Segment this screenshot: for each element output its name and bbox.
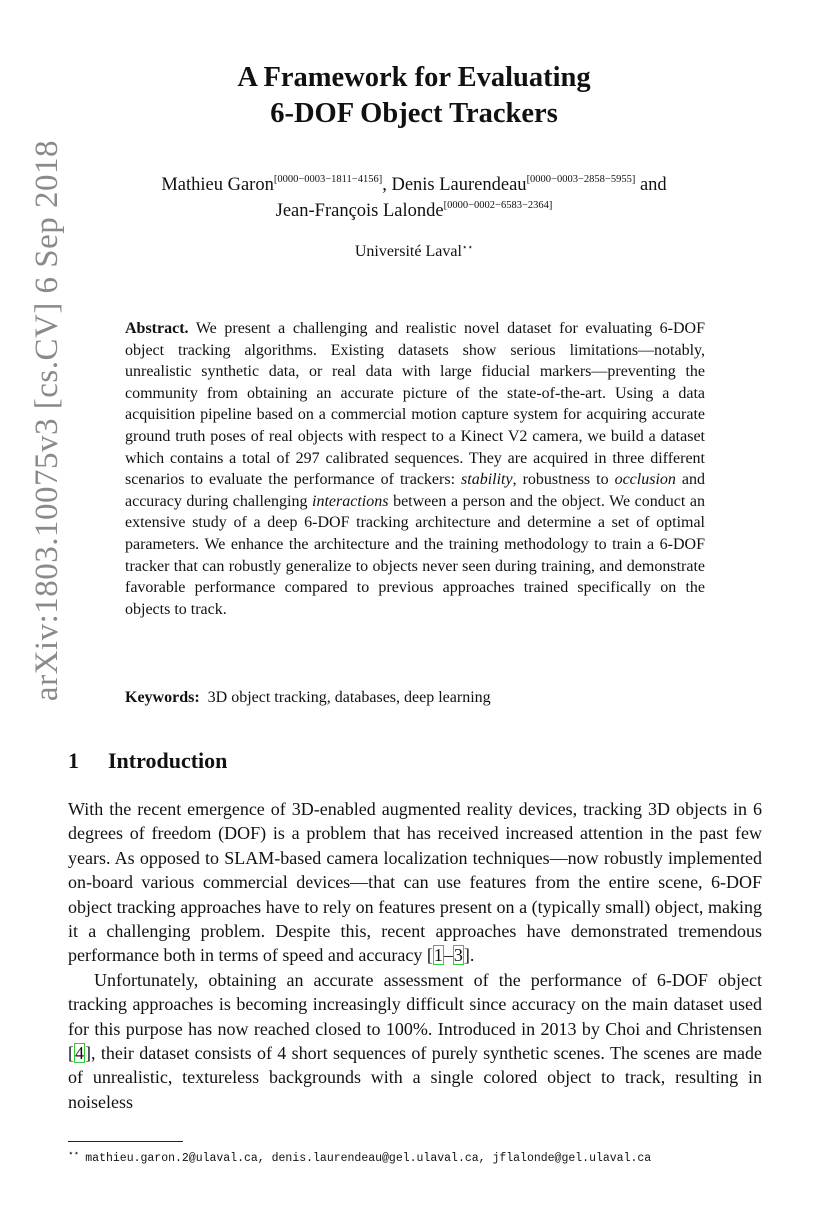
orcid-id: [0000−0003−1811−4156] xyxy=(273,174,383,185)
citation-dash: – xyxy=(443,945,453,966)
abstract-emphasis: occlusion xyxy=(614,471,676,489)
abstract-text: and accuracy during challenging xyxy=(125,471,706,510)
footnote-mark: ⋆⋆ xyxy=(461,242,474,252)
citation-link[interactable]: 1 xyxy=(433,945,443,966)
keywords xyxy=(125,689,705,707)
section-title: Introduction xyxy=(108,748,228,773)
footnote xyxy=(68,1148,652,1165)
title-line-2: 6-DOF Object Trackers xyxy=(270,98,558,129)
affiliation xyxy=(0,243,828,261)
section-number: 1 xyxy=(68,748,79,773)
citation-link[interactable]: 4 xyxy=(75,1043,84,1064)
abstract-text: We present a challenging and realistic novel dataset for evaluating 6-DOF object tracking algorithms. Existing datasets show serious limitations—notably, unrealistic synthetic data, or real data with large fiducial markers—preventing the community from obtaining an accurate picture of the state-of-the-art. Using a data acquisition pipeline based on a commercial motion capture system for acquiring accurate ground truth poses of real objects with respect to a Kinect V2 camera, we build a dataset which contains a total of 297 calibrated sequences. They are acquired in three different scenarios to evaluate the performance of trackers: xyxy=(125,320,705,489)
footnote-mark: ⋆⋆ xyxy=(68,1148,80,1158)
paragraph xyxy=(68,797,762,968)
author-separator: and xyxy=(635,175,667,195)
paragraph-text: Unfortunately, obtaining an accurate assessment of the performance of 6-DOF object tracking approaches is becoming increasingly difficult since accuracy on the main dataset used for this purpose has now reached closed to 100%. Introduced in 2013 by Choi and Christensen [ xyxy=(68,969,762,1064)
abstract-emphasis: stability xyxy=(461,471,513,489)
paragraph-text: ]. xyxy=(463,945,475,966)
author-name: Jean-François Lalonde xyxy=(275,201,444,221)
keywords-label: Keywords: xyxy=(125,689,200,706)
author-separator: , xyxy=(382,175,392,195)
footnote-rule xyxy=(68,1141,183,1142)
abstract-emphasis: interactions xyxy=(312,492,389,510)
citation-link[interactable]: 3 xyxy=(453,945,463,966)
paragraph-text: With the recent emergence of 3D-enabled augmented reality devices, tracking 3D objects in 6 degrees of freedom (DOF) is a problem that has received increased attention in the past few years. As opposed to SLAM-based camera localization techniques—now robustly implemented on-board various commercial devices—that can use features from the entire scene, 6-DOF object tracking approaches have to rely on features present on a (typically small) object, making it a challenging problem. Despite this, recent approaches have demonstrated tremendous performance both in terms of speed and accuracy [ xyxy=(68,799,762,966)
author-name: Mathieu Garon xyxy=(161,175,274,195)
orcid-id: [0000−0003−2858−5955] xyxy=(526,174,636,185)
abstract xyxy=(125,318,705,620)
abstract-text: , robustness to xyxy=(512,471,615,489)
paragraph xyxy=(68,968,762,1114)
abstract-label: Abstract. xyxy=(125,320,189,337)
abstract-text: between a person and the object. We conduct an extensive study of a deep 6-DOF tracking architecture and determine a set of optimal parameters. We enhance the architecture and the training methodology to train a 6-DOF tracker that can robustly generalize to objects never seen during training, and demonstrate favorable performance compared to previous approaches trained specifically on the objects to track. xyxy=(125,492,705,618)
body-text xyxy=(68,797,762,1114)
footnote-emails: mathieu.garon.2@ulaval.ca, denis.laurendeau@gel.ulaval.ca, jflalonde@gel.ulaval.ca xyxy=(85,1152,652,1165)
author-list xyxy=(60,172,768,224)
affiliation-name: Université Laval xyxy=(354,243,462,260)
arxiv-identifier: arXiv:1803.10075v3 [cs.CV] 6 Sep 2018 xyxy=(29,139,66,701)
author-name: Denis Laurendeau xyxy=(391,175,527,195)
title-line-1: A Framework for Evaluating xyxy=(237,62,591,93)
section-heading xyxy=(68,748,227,774)
keywords-text: 3D object tracking, databases, deep learning xyxy=(207,689,491,706)
orcid-id: [0000−0002−6583−2364] xyxy=(443,200,553,211)
paragraph-text: ], their dataset consists of 4 short sequences of purely synthetic scenes. The scenes are made of unrealistic, textureless backgrounds with a single colored object to track, resulting in noiseless xyxy=(68,1043,762,1112)
paper-title xyxy=(0,60,828,132)
